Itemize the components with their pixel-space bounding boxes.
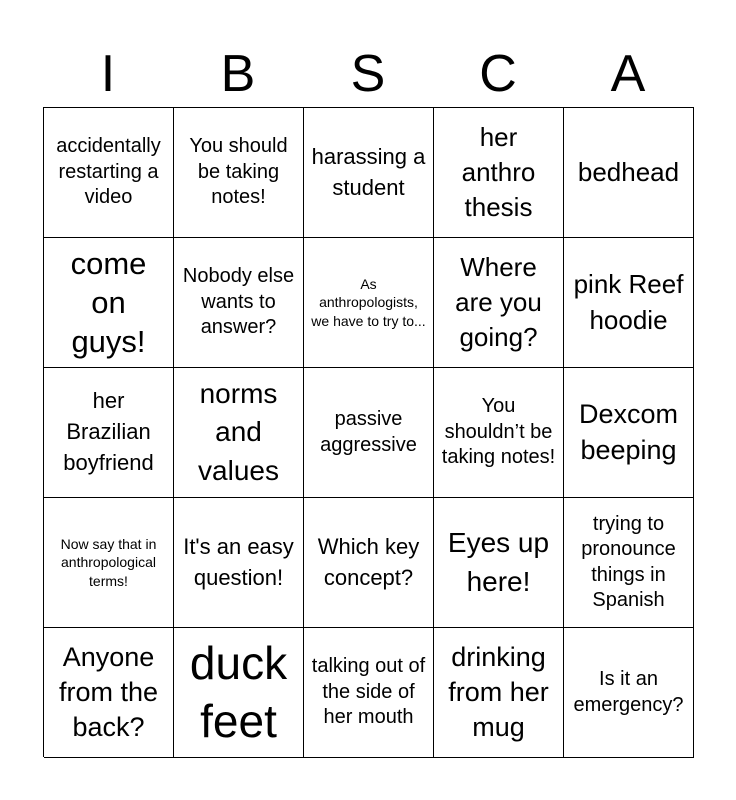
bingo-cell[interactable]: Where are you going? [434,238,564,368]
header-letter-b: B [220,45,256,103]
bingo-cell[interactable]: Is it an emergency? [564,628,694,758]
bingo-cell[interactable]: talking out of the side of her mouth [304,628,434,758]
bingo-cell[interactable]: Anyone from the back? [44,628,174,758]
bingo-cell[interactable]: norms and values [174,368,304,498]
bingo-cell[interactable]: accidentally restarting a video [44,108,174,238]
bingo-cell[interactable]: Eyes up here! [434,498,564,628]
header-letter-i: I [100,45,116,103]
bingo-cell[interactable]: pink Reef hoodie [564,238,694,368]
bingo-cell[interactable]: Nobody else wants to answer? [174,238,304,368]
header-letter-s: S [350,45,386,103]
bingo-cell[interactable]: As anthropologists, we have to try to... [304,238,434,368]
bingo-cell[interactable]: Dexcom beeping [564,368,694,498]
bingo-header [43,40,693,108]
bingo-cell[interactable]: passive aggressive [304,368,434,498]
bingo-cell[interactable]: bedhead [564,108,694,238]
bingo-cell[interactable]: Now say that in anthropological terms! [44,498,174,628]
bingo-cell[interactable]: her anthro thesis [434,108,564,238]
bingo-cell[interactable]: You shouldn’t be taking notes! [434,368,564,498]
bingo-board [43,107,694,757]
header-letter-c: C [479,45,517,103]
bingo-cell[interactable]: trying to pronounce things in Spanish [564,498,694,628]
bingo-cell[interactable]: harassing a student [304,108,434,238]
bingo-cell[interactable]: her Brazilian boyfriend [44,368,174,498]
bingo-cell[interactable]: Which key concept? [304,498,434,628]
header-letter-a: A [610,45,646,103]
bingo-cell[interactable]: come on guys! [44,238,174,368]
bingo-cell[interactable]: You should be taking notes! [174,108,304,238]
bingo-cell[interactable]: duck feet [174,628,304,758]
bingo-cell[interactable]: drinking from her mug [434,628,564,758]
bingo-cell[interactable]: It's an easy question! [174,498,304,628]
